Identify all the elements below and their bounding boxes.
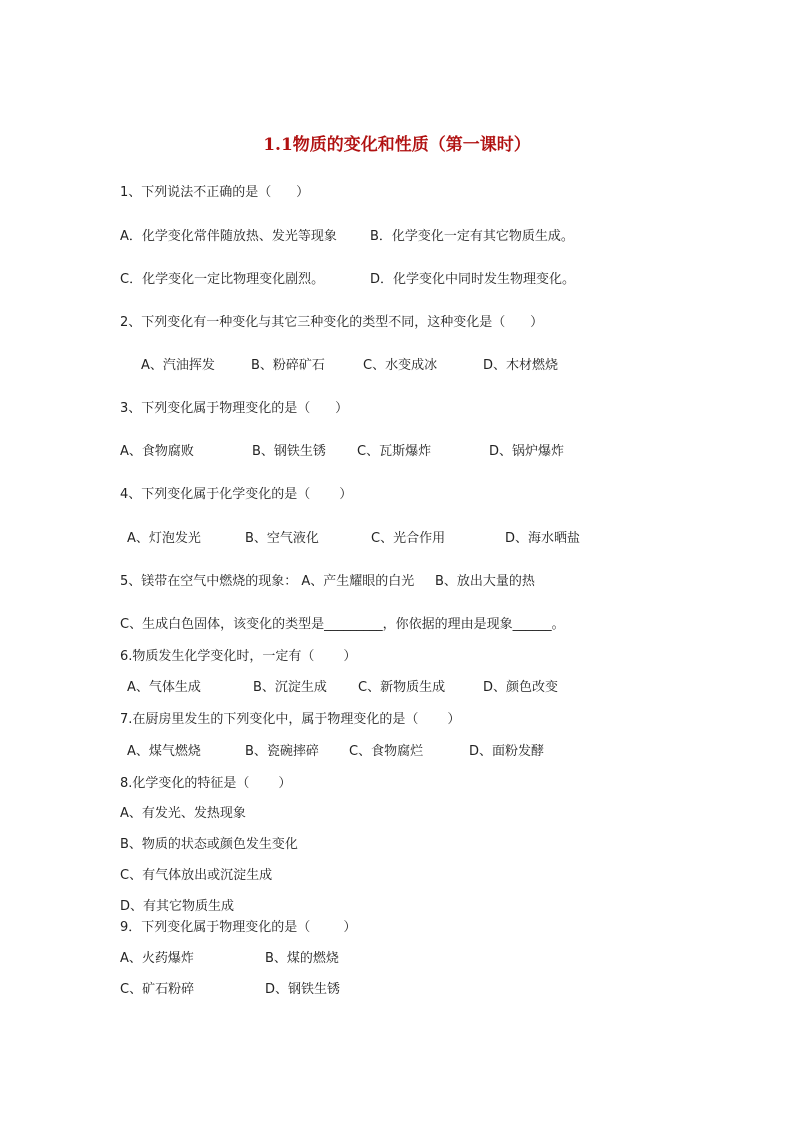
q8-option-b: B、物质的状态或颜色发生变化 xyxy=(120,837,298,852)
q3-option-d: D、锅炉爆炸 xyxy=(489,444,565,459)
q9-option-d: D、钢铁生锈 xyxy=(265,982,341,997)
q6-option-a: A、气体生成 xyxy=(127,680,201,695)
question-9-options-row2 xyxy=(120,982,341,1030)
q7-option-b: B、瓷碗摔碎 xyxy=(245,744,319,759)
q4-option-b: B、空气液化 xyxy=(245,531,319,546)
q4-option-d: D、海水晒盐 xyxy=(505,531,581,546)
q8-option-a: A、有发光、发热现象 xyxy=(120,806,246,821)
question-3-stem: 3、下列变化属于物理变化的是（ ） xyxy=(120,401,349,416)
question-1-options-row2 xyxy=(120,272,576,320)
question-5-line1: 5、镁带在空气中燃烧的现象： A、产生耀眼的白光 B、放出大量的热 xyxy=(120,574,535,589)
q9-option-a: A、火药爆炸 xyxy=(120,951,194,966)
q3-option-c: C、瓦斯爆炸 xyxy=(357,444,432,459)
question-1-options-row1 xyxy=(120,229,574,277)
q1-option-d: D．化学变化中同时发生物理变化。 xyxy=(370,272,576,287)
question-8-stem: 8.化学变化的特征是（ ） xyxy=(120,776,292,791)
q6-option-b: B、沉淀生成 xyxy=(253,680,327,695)
q7-option-d: D、面粉发酵 xyxy=(469,744,545,759)
question-4-stem: 4、下列变化属于化学变化的是（ ） xyxy=(120,487,353,502)
q7-option-a: A、煤气燃烧 xyxy=(127,744,201,759)
q2-option-a: A、汽油挥发 xyxy=(141,358,215,373)
q2-option-d: D、木材燃烧 xyxy=(483,358,559,373)
question-6-stem: 6.物质发生化学变化时，一定有（ ） xyxy=(120,649,357,664)
q1-option-c: C．化学变化一定比物理变化剧烈。 xyxy=(120,272,325,287)
q8-option-d: D、有其它物质生成 xyxy=(120,899,235,914)
q3-option-b: B、钢铁生锈 xyxy=(252,444,326,459)
q4-option-c: C、光合作用 xyxy=(371,531,446,546)
q2-option-b: B、粉碎矿石 xyxy=(251,358,325,373)
q4-option-a: A、灯泡发光 xyxy=(127,531,201,546)
q6-option-c: C、新物质生成 xyxy=(358,680,446,695)
q9-option-b: B、煤的燃烧 xyxy=(265,951,339,966)
q3-option-a: A、食物腐败 xyxy=(120,444,194,459)
q7-option-c: C、食物腐烂 xyxy=(349,744,424,759)
q8-option-c: C、有气体放出或沉淀生成 xyxy=(120,868,273,883)
q1-option-a: A．化学变化常伴随放热、发光等现象 xyxy=(120,229,337,244)
q6-option-d: D、颜色改变 xyxy=(483,680,559,695)
q1-option-b: B．化学变化一定有其它物质生成。 xyxy=(370,229,574,244)
question-5-line2: C、生成白色固体，该变化的类型是_________，你依据的理由是现象______。 xyxy=(120,617,565,632)
page-title: 1.1物质的变化和性质（第一课时） xyxy=(263,135,531,155)
q2-option-c: C、水变成冰 xyxy=(363,358,438,373)
question-2-stem: 2、下列变化有一种变化与其它三种变化的类型不同，这种变化是（ ） xyxy=(120,315,544,330)
question-1-stem: 1、下列说法不正确的是（ ） xyxy=(120,185,310,200)
q9-option-c: C、矿石粉碎 xyxy=(120,982,195,997)
question-7-stem: 7.在厨房里发生的下列变化中，属于物理变化的是（ ） xyxy=(120,712,461,727)
question-9-stem: 9．下列变化属于物理变化的是（ ） xyxy=(120,920,357,935)
